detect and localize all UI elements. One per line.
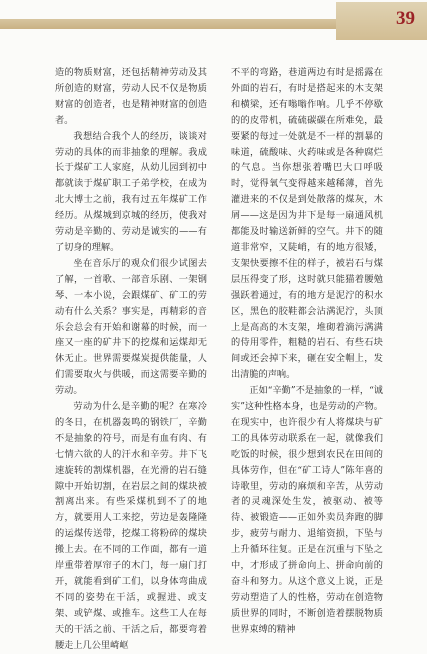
paragraph: 不平的弯路，巷道两边有时是摇露在外面的岩石，有时是搭起来的木支架和横梁，还有嗡嗡作响。几乎不停歇的的皮带机，硫硫碳碳在所难免，最要紧的每过一处就是不一样的割暴的味道，硫酸味、火药味或是各种腐烂的气息。当你想张着嘴巴大口呼吸时，觉得氧气变得越来越稀薄，首先灌进来的不仅是到处散落的煤灰，木屑——这是因为井下是每一扇通风机都能及时输送新鲜的空气。井下的随道非常窄，又陡峭，有的地方很矮，支架快要擦不住的样子，被岩石与煤层压得变了形，这时就只能猫着腰勉强跃着通过，有的地方是泥泞的积水区，黑色的胶鞋都会沾满泥泞，头顶上是高高的木支架，堆砌着滴污满满的侍用零件，粗糙的岩石、有些石块间或还会掉下来，砸在安全帽上，发出清脆的声响。: [231, 67, 383, 381]
page-number: 39: [396, 8, 415, 29]
right-text-column: [231, 65, 383, 638]
paragraph: 造的物质财富，还包括精神劳动及其所创造的财富，劳动人民不仅是物质财富的创造者，也是精神财富的创造者。: [55, 67, 207, 126]
paragraph: 我想结合我个人的经历，谈谈对劳动的具体的而非抽象的理解。我成长于煤矿工人家庭，从幼儿园到初中都就读于煤矿职工子弟学校，在成为北大博士之前，我有过五年煤矿工作经历。从煤城到京城的经历，使我对劳动是辛勤的、劳动是诚实的——有了切身的理解。: [55, 130, 207, 253]
paragraph: 坐在音乐厅的观众们很少试图去了解，一首歌、一部音乐剧、一架钢琴、一本小说，会跟煤矿、矿工的劳动有什么关系？事实是，再精彩的音乐会总会有开始和谢幕的时候，而一座又一座的矿井下的挖煤和运煤却无休无止。世界需要煤炭提供能量，人们需要取火与供暖，而这需要辛勤的劳动。: [55, 257, 207, 397]
page-number-box: [336, 2, 427, 40]
header-band: [0, 19, 336, 29]
paragraph: 正如“辛勤”不是抽象的一样，“诚实”这种性格本身，也是劳动的产物。在现实中，也许很少有人将煤块与矿工的具体劳动联系在一起，就像我们吃饭的时候，很少想到农民在田间的具体劳作，但在“矿工诗人”陈年喜的诗歌里，劳动的麻烦和辛苦，从劳动者的灵魂深处生发，被驱动、被等待、被锻造——正如外卖员奔跑的脚步，疲劳与耐力、退缩资损，下坠与上升循环往复。正是在沉重与下坠之中，才形成了拼命向上、拼命向前的奋斗和努力。从这个意义上说，正是劳动塑造了人的性格，劳动在创造物质世界的同时，不断创造着摆脱物质世界束缚的精神: [231, 385, 383, 635]
paragraph: 劳动为什么是辛勤的呢？在寒冷的冬日，在机器轰鸣的钢铁厂，辛勤不是抽象的符号，而是有血有肉、有七情六欲的人的汗水和辛劳。井下飞速旋转的割煤机器，在光滑的岩石缝隙中开始切割，在岩层之间的煤块被割离出来。有些采煤机到不了的地方，就要用人工来挖，劳边是轰隆隆的运煤传送带，挖煤工将粉碎的煤块搬上去。在不同的工作面，都有一道岸重带着厚帘子的木门，每一扇门打开，就能看到矿工们，以身体弯曲成不同的姿势在干活，或握进、或支架、或铲煤、或推车。这些工人在每天的干活之前、干活之后，都要弯着腰走上几公里崎岖: [55, 401, 207, 651]
left-text-column: [55, 65, 207, 654]
